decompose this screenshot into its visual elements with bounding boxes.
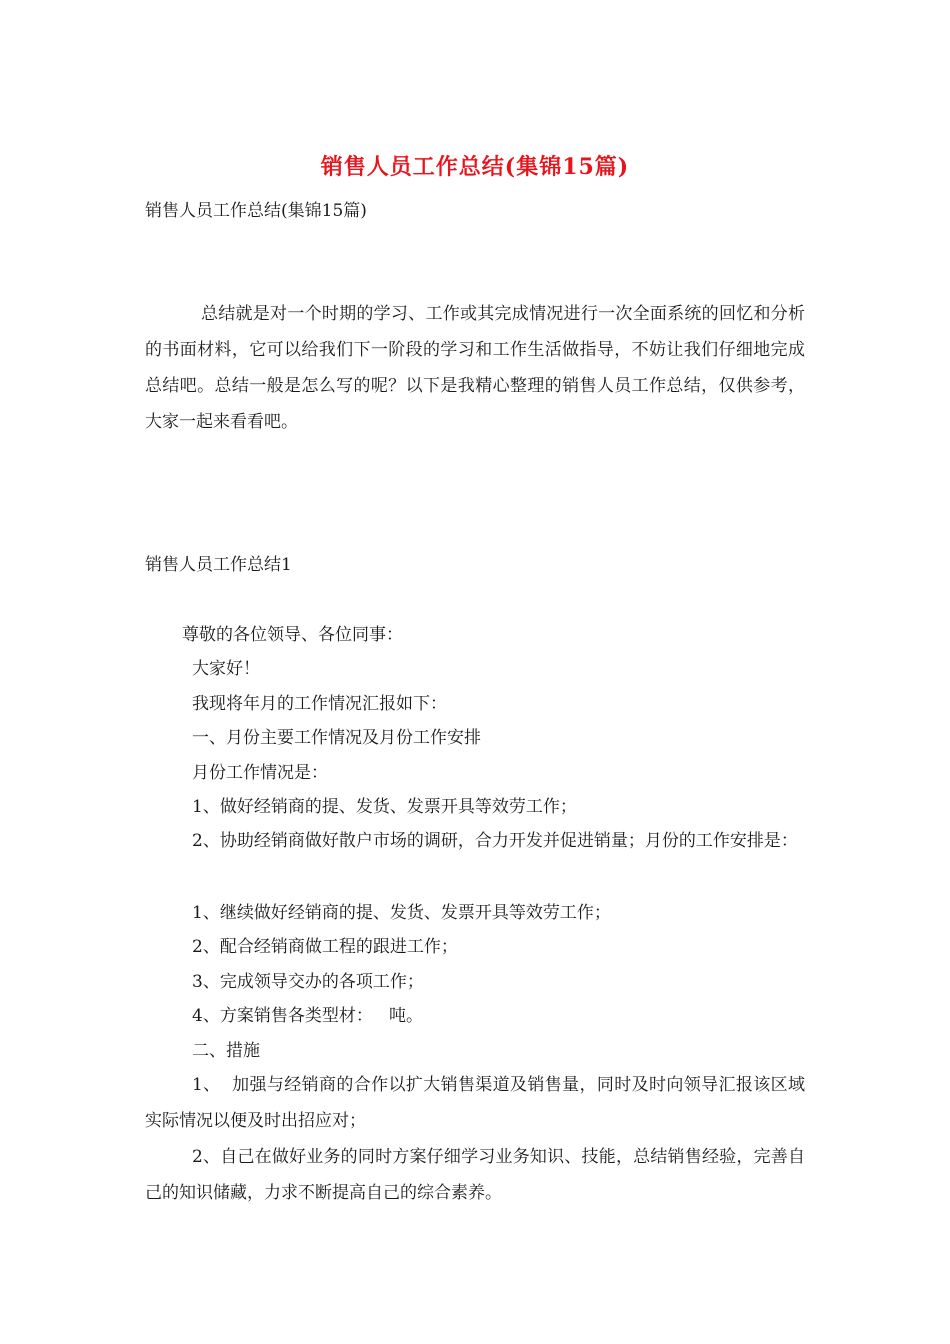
work-item-2: 2、协助经销商做好散户市场的调研，合力开发并促进销量；月份的工作安排是： xyxy=(192,831,798,851)
intro-paragraph: 总结就是对一个时期的学习、工作或其完成情况进行一次全面系统的回忆和分析的书面材料，它可以给我们下一阶段的学习和工作生活做指导，不妨让我们仔细地完成总结吧。总结一般是怎么写的呢？以下是我精心整理的销售人员工作总结，仅供参考，大家一起来看看吧。 xyxy=(145,304,805,432)
plan-item-3: 3、完成领导交办的各项工作； xyxy=(192,972,424,992)
section-heading: 销售人员工作总结1 xyxy=(145,555,292,575)
month-work-line: 月份工作情况是： xyxy=(192,763,328,783)
report-intro-line: 我现将年月的工作情况汇报如下： xyxy=(192,694,447,714)
plan-item-4: 4、方案销售各类型材： 吨。 xyxy=(192,1006,424,1026)
plan-item-1: 1、继续做好经销商的提、发货、发票开具等效劳工作； xyxy=(192,903,611,923)
hello-line: 大家好！ xyxy=(192,659,260,679)
part-one-heading: 一、月份主要工作情况及月份工作安排 xyxy=(192,728,481,748)
document-subtitle: 销售人员工作总结(集锦15篇) xyxy=(145,201,367,221)
greeting-line: 尊敬的各位领导、各位同事： xyxy=(182,625,403,645)
plan-item-2: 2、配合经销商做工程的跟进工作； xyxy=(192,937,458,957)
work-item-1: 1、做好经销商的提、发货、发票开具等效劳工作； xyxy=(192,797,577,817)
measure-item-2: 2、自己在做好业务的同时方案仔细学习业务知识、技能，总结销售经验，完善自己的知识储藏，力求不断提高自己的综合素养。 xyxy=(145,1147,805,1203)
part-two-heading: 二、措施 xyxy=(192,1041,260,1061)
document-title: 销售人员工作总结(集锦15篇) xyxy=(320,154,630,180)
measure-item-1: 1、 加强与经销商的合作以扩大销售渠道及销售量，同时及时向领导汇报该区域实际情况以便及时出招应对； xyxy=(145,1075,805,1131)
